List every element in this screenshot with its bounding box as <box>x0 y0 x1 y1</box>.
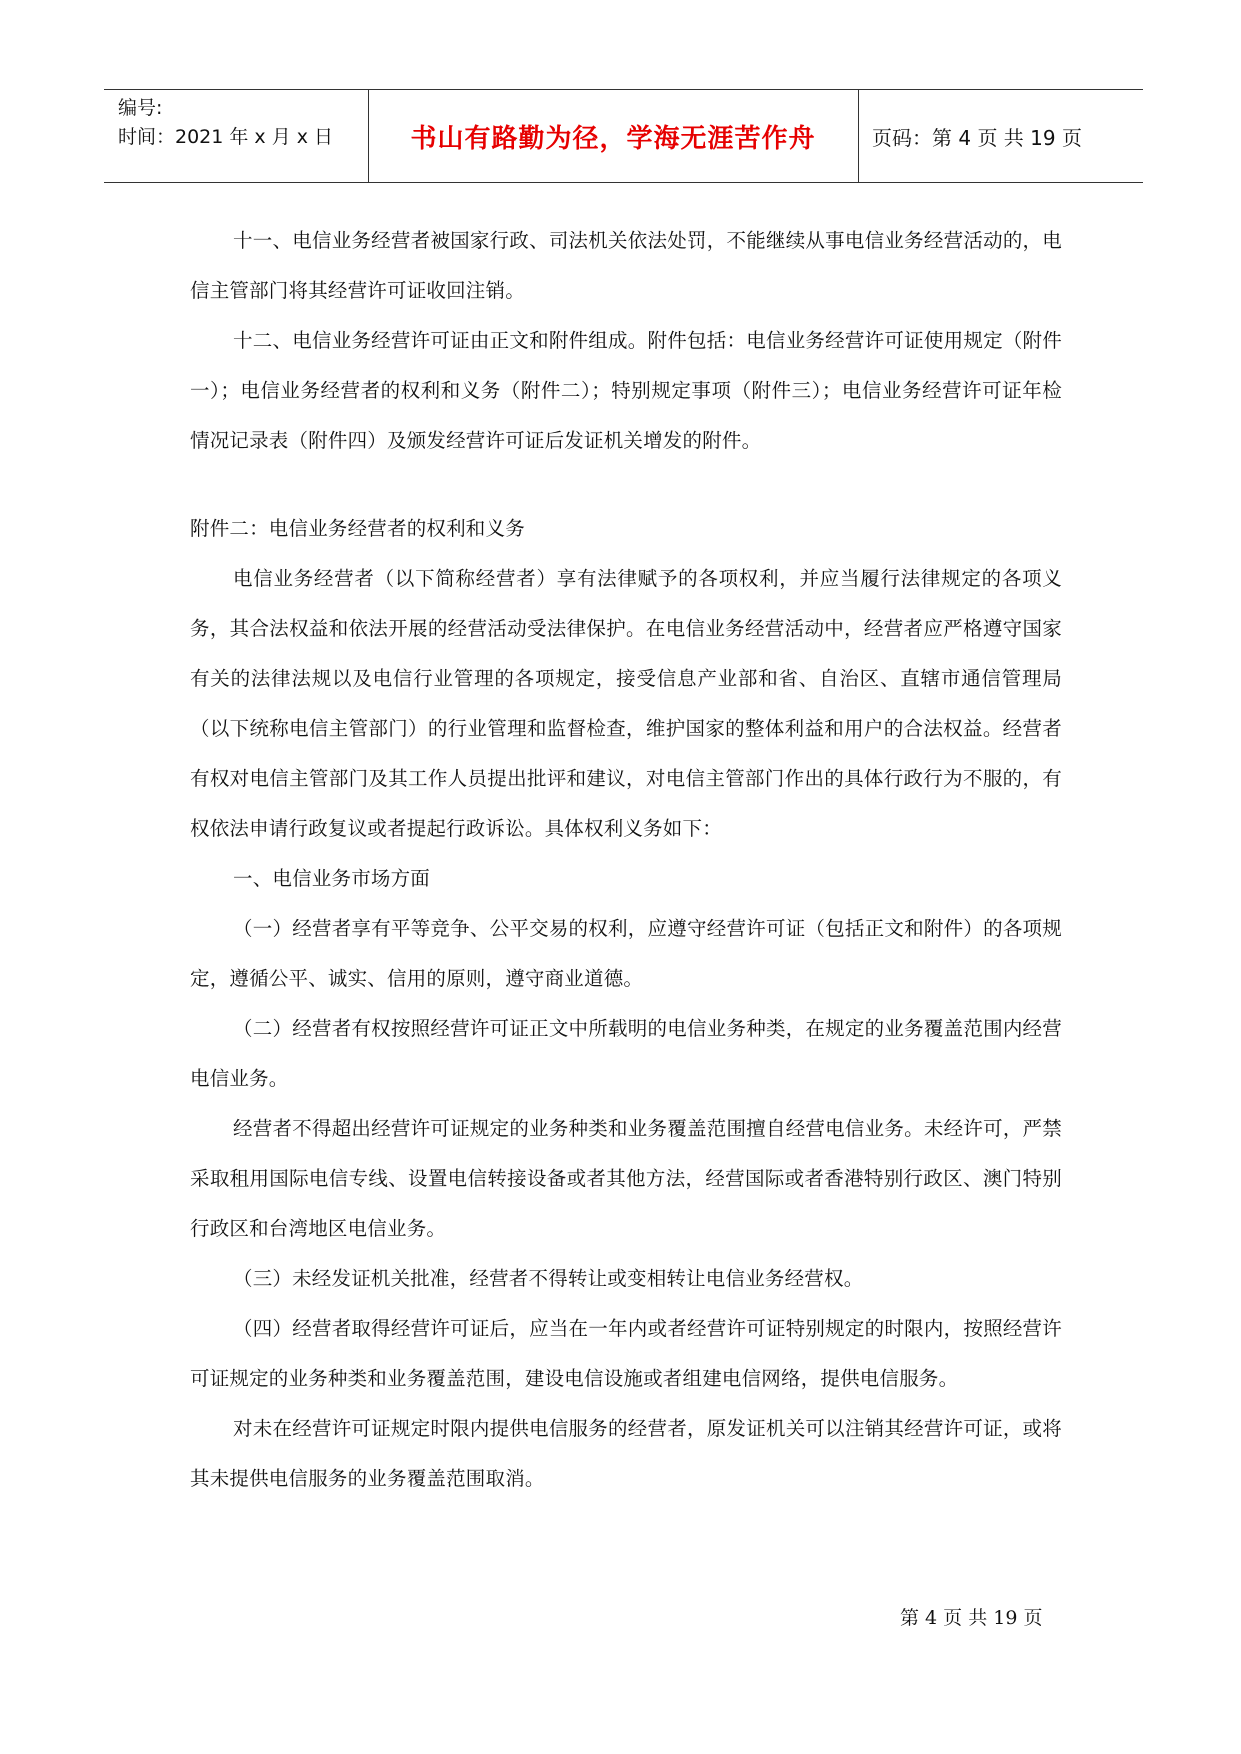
document-time-label: 时间：2021 年 x 月 x 日 <box>118 126 334 148</box>
appendix-title: 附件二：电信业务经营者的权利和义务 <box>190 517 525 540</box>
header-page-info: 页码：第 4 页 共 19 页 <box>872 125 1082 150</box>
section-heading-market: 一、电信业务市场方面 <box>233 867 431 890</box>
header-divider-right <box>858 90 859 182</box>
paragraph-article-11: 十一、电信业务经营者被国家行政、司法机关依法处罚，不能继续从事电信业务经营活动的，电信主管部门将其经营许可证收回注销。 <box>190 229 1062 302</box>
paragraph-intro: 电信业务经营者（以下简称经营者）享有法律赋予的各项权利，并应当履行法律规定的各项义务，其合法权益和依法开展的经营活动受法律保护。在电信业务经营活动中，经营者应严格遵守国家有关的法律法规以及电信行业管理的各项规定，接受信息产业部和省、自治区、直辖市通信管理局（以下统称电信主管部门）的行业管理和监督检查，维护国家的整体利益和用户的合法权益。经营者有权对电信主管部门及其工作人员提出批评和建议，对电信主管部门作出的具体行政行为不服的，有权依法申请行政复议或者提起行政诉讼。具体权利义务如下： <box>190 567 1062 840</box>
paragraph-item-1: （一）经营者享有平等竞争、公平交易的权利，应遵守经营许可证（包括正文和附件）的各项规定，遵循公平、诚实、信用的原则，遵守商业道德。 <box>190 917 1062 990</box>
paragraph-item-4: （四）经营者取得经营许可证后，应当在一年内或者经营许可证特别规定的时限内，按照经营许可证规定的业务种类和业务覆盖范围，建设电信设施或者组建电信网络，提供电信服务。 <box>190 1317 1062 1390</box>
page-header <box>104 89 1143 183</box>
document-number-label: 编号: <box>118 97 163 119</box>
header-meta <box>118 94 333 152</box>
paragraph-item-2-detail: 经营者不得超出经营许可证规定的业务种类和业务覆盖范围擅自经营电信业务。未经许可，严禁采取租用国际电信专线、设置电信转接设备或者其他方法，经营国际或者香港特别行政区、澳门特别行政区和台湾地区电信业务。 <box>190 1117 1062 1240</box>
section-gap <box>190 466 1062 504</box>
paragraph-article-12: 十二、电信业务经营许可证由正文和附件组成。附件包括：电信业务经营许可证使用规定（附件一）；电信业务经营者的权利和义务（附件二）；特别规定事项（附件三）；电信业务经营许可证年检情况记录表（附件四）及颁发经营许可证后发证机关增发的附件。 <box>190 329 1062 452</box>
paragraph-item-2: （二）经营者有权按照经营许可证正文中所载明的电信业务种类，在规定的业务覆盖范围内经营电信业务。 <box>190 1017 1062 1090</box>
document-body <box>190 216 1062 1504</box>
paragraph-item-4-detail: 对未在经营许可证规定时限内提供电信服务的经营者，原发证机关可以注销其经营许可证，或将其未提供电信服务的业务覆盖范围取消。 <box>190 1417 1062 1490</box>
header-slogan: 书山有路勤为径，学海无涯苦作舟 <box>410 123 816 154</box>
page-footer: 第 4 页 共 19 页 <box>900 1607 1043 1629</box>
paragraph-item-3: （三）未经发证机关批准，经营者不得转让或变相转让电信业务经营权。 <box>233 1267 864 1290</box>
